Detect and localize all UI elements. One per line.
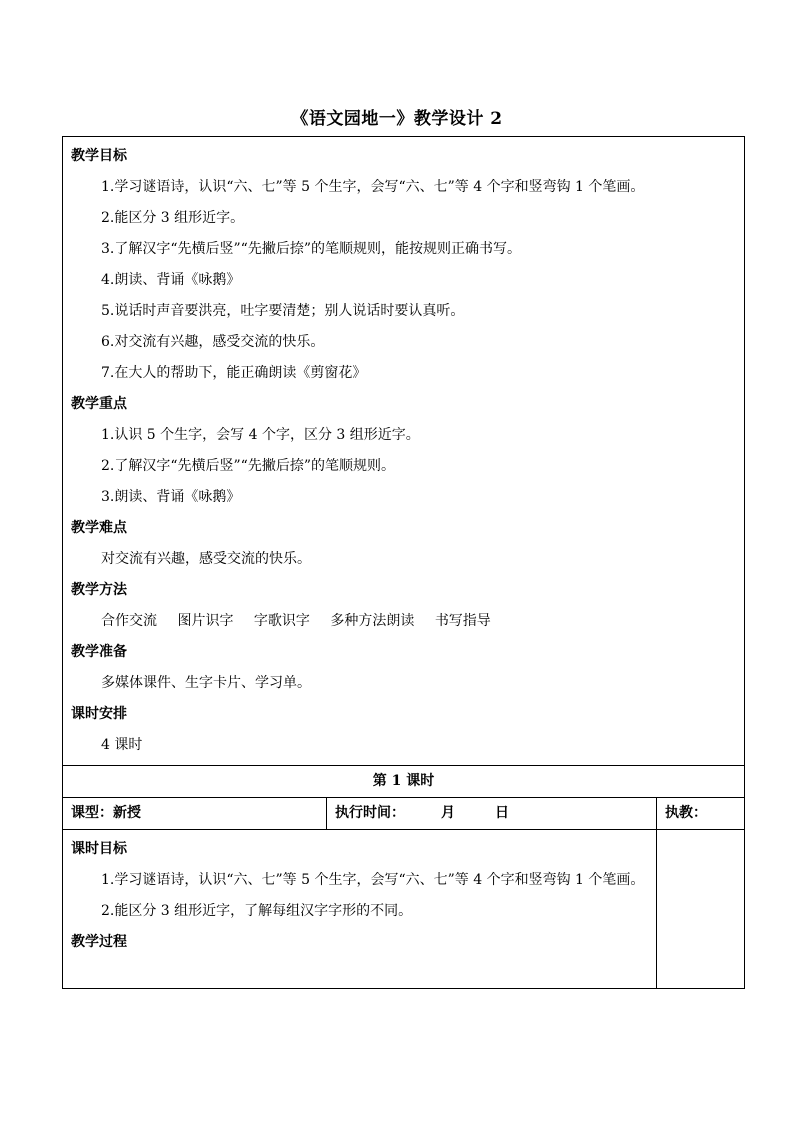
method-item: 图片识字 (177, 613, 234, 629)
objective-item: 4.朗读、背诵《咏鹅》 (101, 272, 241, 288)
notes-cell (657, 830, 745, 989)
method-item: 多种方法朗读 (330, 613, 415, 629)
schedule-text: 4 课时 (101, 737, 143, 753)
key-point-item: 2.了解汉字“先横后竖”“先撇后捺”的笔顺规则。 (101, 458, 395, 474)
document-title: 《语文园地一》教学设计 2 (291, 109, 503, 129)
schedule-heading: 课时安排 (71, 706, 127, 722)
objectives-heading: 教学目标 (71, 148, 127, 164)
lesson-type: 课型：新授 (63, 798, 327, 830)
preparation-heading: 教学准备 (71, 644, 127, 660)
lesson-objective-item: 1.学习谜语诗，认识“六、七”等 5 个生字，会写“六、七”等 4 个字和竖弯钩 1 个笔画。 (101, 872, 645, 888)
key-point-item: 1.认识 5 个生字，会写 4 个字，区分 3 组形近字。 (101, 427, 420, 443)
objective-item: 7.在大人的帮助下，能正确朗读《剪窗花》 (101, 365, 367, 381)
objective-item: 6.对交流有兴趣，感受交流的快乐。 (101, 334, 325, 350)
methods-heading: 教学方法 (71, 582, 127, 598)
objective-item: 1.学习谜语诗，认识“六、七”等 5 个生字，会写“六、七”等 4 个字和竖弯钩 1 个笔画。 (101, 179, 645, 195)
method-item: 书写指导 (434, 613, 491, 629)
key-point-item: 3.朗读、背诵《咏鹅》 (101, 489, 241, 505)
method-item: 合作交流 (101, 613, 157, 629)
preparation-text: 多媒体课件、生字卡片、学习单。 (101, 675, 311, 691)
objective-item: 3.了解汉字“先横后竖”“先撇后捺”的笔顺规则，能按规则正确书写。 (101, 241, 521, 257)
methods-list (71, 606, 736, 637)
key-points-heading: 教学重点 (71, 396, 127, 412)
teacher-label: 执教： (657, 798, 745, 830)
objective-item: 5.说话时声音要洪亮，吐字要清楚；别人说话时要认真听。 (101, 303, 465, 319)
method-item: 字歌识字 (253, 613, 310, 629)
objective-item: 2.能区分 3 组形近字。 (101, 210, 245, 226)
month-label: 月 (441, 805, 455, 821)
lesson-number: 第 1 课时 (63, 766, 745, 798)
overview-cell (63, 137, 745, 766)
lesson-detail-cell (63, 830, 657, 989)
lesson-objectives-heading: 课时目标 (71, 841, 127, 857)
lesson-objective-item: 2.能区分 3 组形近字，了解每组汉字字形的不同。 (101, 903, 413, 919)
day-label: 日 (495, 805, 509, 821)
lesson-plan-table (62, 136, 745, 989)
difficulties-text: 对交流有兴趣，感受交流的快乐。 (101, 551, 311, 567)
execution-time-cell (327, 798, 657, 830)
process-heading: 教学过程 (71, 934, 127, 950)
execution-time-label: 执行时间： (335, 805, 405, 821)
difficulties-heading: 教学难点 (71, 520, 127, 536)
